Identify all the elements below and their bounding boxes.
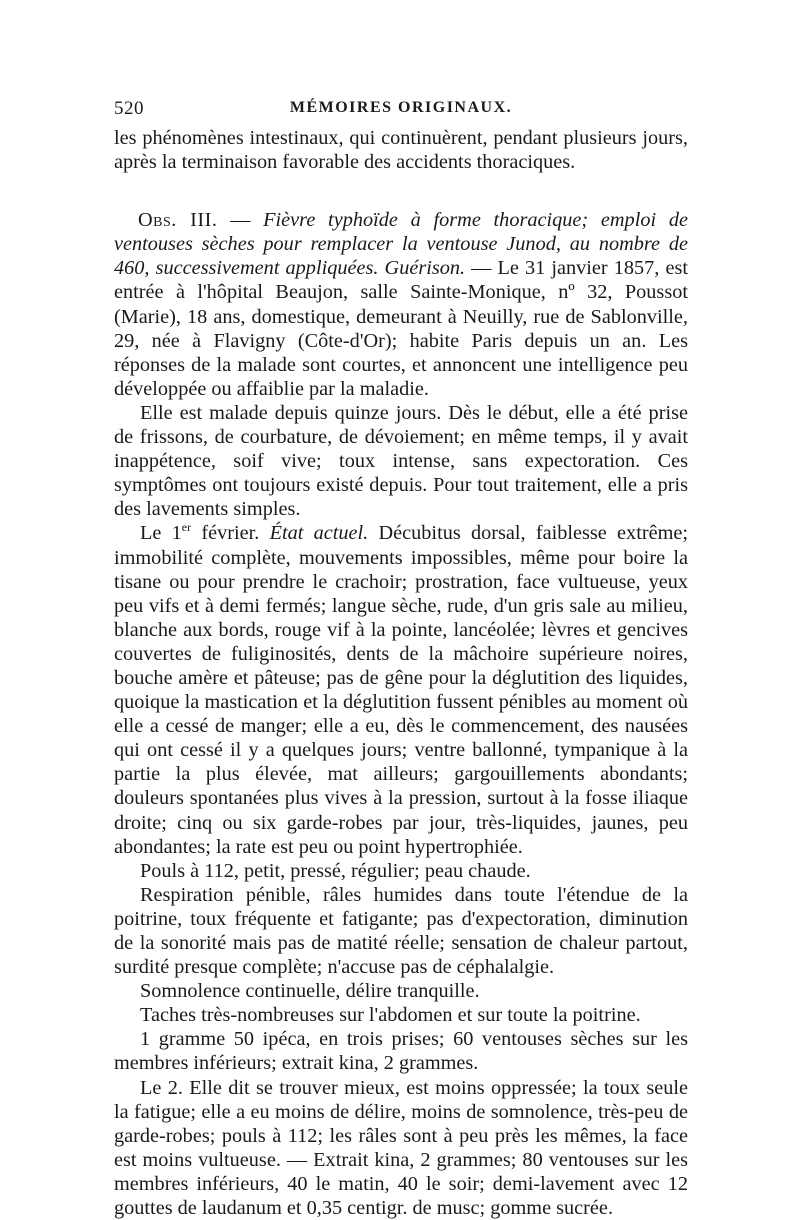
observation-text: — Le 31 janvier 1857, est entrée à l'hôpital Beaujon, salle Sainte-Monique, nº 32, Poussot (Marie), 18 ans, domestique, demeurant à Neuilly, rue de Sablonville, 29, née à Flavigny (Côte-d'Or); habite Paris depuis un an. Les réponses de la malade sont courtes, et annoncent une intelligence peu développée ou affaiblie par la maladie. — [114, 257, 688, 400]
paragraph-current-state — [114, 521, 688, 858]
paragraph-continuation: les phénomènes intestinaux, qui continuèrent, pendant plusieurs jours, après la terminaison favorable des accidents thoraciques. — [114, 127, 688, 174]
observation-label: Obs. III. — [138, 209, 218, 232]
current-state-text: Décubitus dorsal, faiblesse extrême; immobilité complète, mouvements impossibles, même pour boire la tisane ou pour prendre le crachoir; prostration, face vultueuse, yeux peu vifs et à demi fermés; langue sèche, rude, d'un gris sale au milieu, blanche aux bords, rouge vif à la pointe, lancéolée; lèvres et gencives couvertes de fuliginosités, dents de la mâchoire supérieure noires, bouche amère et pâteuse; pas de gêne pour la déglutition des liquides, quoique la mastication et la déglutition fussent pénibles au moment où elle a cessé de manger; elle a eu, dès le commencement, des nausées qui ont cessé il y a quelques jours; ventre ballonné, tympanique à la partie la plus élevée, mat ailleurs; gargouillements abondants; douleurs spontanées plus vives à la pression, surtout à la fosse iliaque droite; cinq ou six garde-robes par jour, très-liquides, jaunes, peu abondantes; la rate est peu ou point hypertrophiée. — [114, 522, 688, 858]
running-title: MÉMOIRES ORIGINAUX. — [289, 99, 513, 116]
observation-title: Fièvre typhoïde à forme thoracique; emploi de ventouses sèches pour remplacer la ventouse Junod, au nombre de 460, successivement appliquées. Guérison. — [114, 209, 688, 280]
paragraph-spots: Taches très-nombreuses sur l'abdomen et sur toute la poitrine. — [140, 1004, 641, 1027]
date-prefix: Le 1 — [140, 522, 182, 545]
observation-heading — [114, 208, 688, 401]
paragraph-pulse: Pouls à 112, petit, pressé, régulier; peau chaude. — [140, 859, 531, 882]
page-header — [114, 98, 688, 124]
paragraph-somnolence: Somnolence continuelle, délire tranquille. — [140, 980, 480, 1003]
article-body — [114, 126, 688, 1220]
observation-dash: — — [217, 209, 264, 232]
current-state-label: État actuel. — [269, 522, 369, 545]
date-superscript: er — [181, 520, 192, 535]
paragraph-history: Elle est malade depuis quinze jours. Dès le début, elle a été prise de frissons, de courbature, de dévoiement; en même temps, il y avait inappétence, soif vive; toux intense, sans expectoration. Ces symptômes ont toujours existé depuis. Pour tout traitement, elle a pris des lavements simples. — [114, 401, 688, 521]
paragraph-treatment: 1 gramme 50 ipéca, en trois prises; 60 ventouses sèches sur les membres inférieurs; extrait kina, 2 grammes. — [114, 1028, 688, 1075]
paragraph-respiration: Respiration pénible, râles humides dans toute l'étendue de la poitrine, toux fréquente et fatigante; pas d'expectoration, diminution de la sonorité mais pas de matité réelle; sensation de chaleur partout, surdité presque complète; n'accuse pas de céphalalgie. — [114, 883, 688, 979]
paragraph-day-2: Le 2. Elle dit se trouver mieux, est moins oppressée; la toux seule la fatigue; elle a eu moins de délire, moins de somnolence, très-peu de garde-robes; pouls à 112; les râles sont à peu près les mêmes, la face est moins vultueuse. — Extrait kina, 2 grammes; 80 ventouses sur les membres inférieurs, 40 le matin, 40 le soir; demi-lavement avec 12 gouttes de laudanum et 0,35 centigr. de musc; gomme sucrée. — [114, 1076, 688, 1220]
date-month: février. — [191, 522, 270, 545]
page-number: 520 — [114, 98, 144, 119]
